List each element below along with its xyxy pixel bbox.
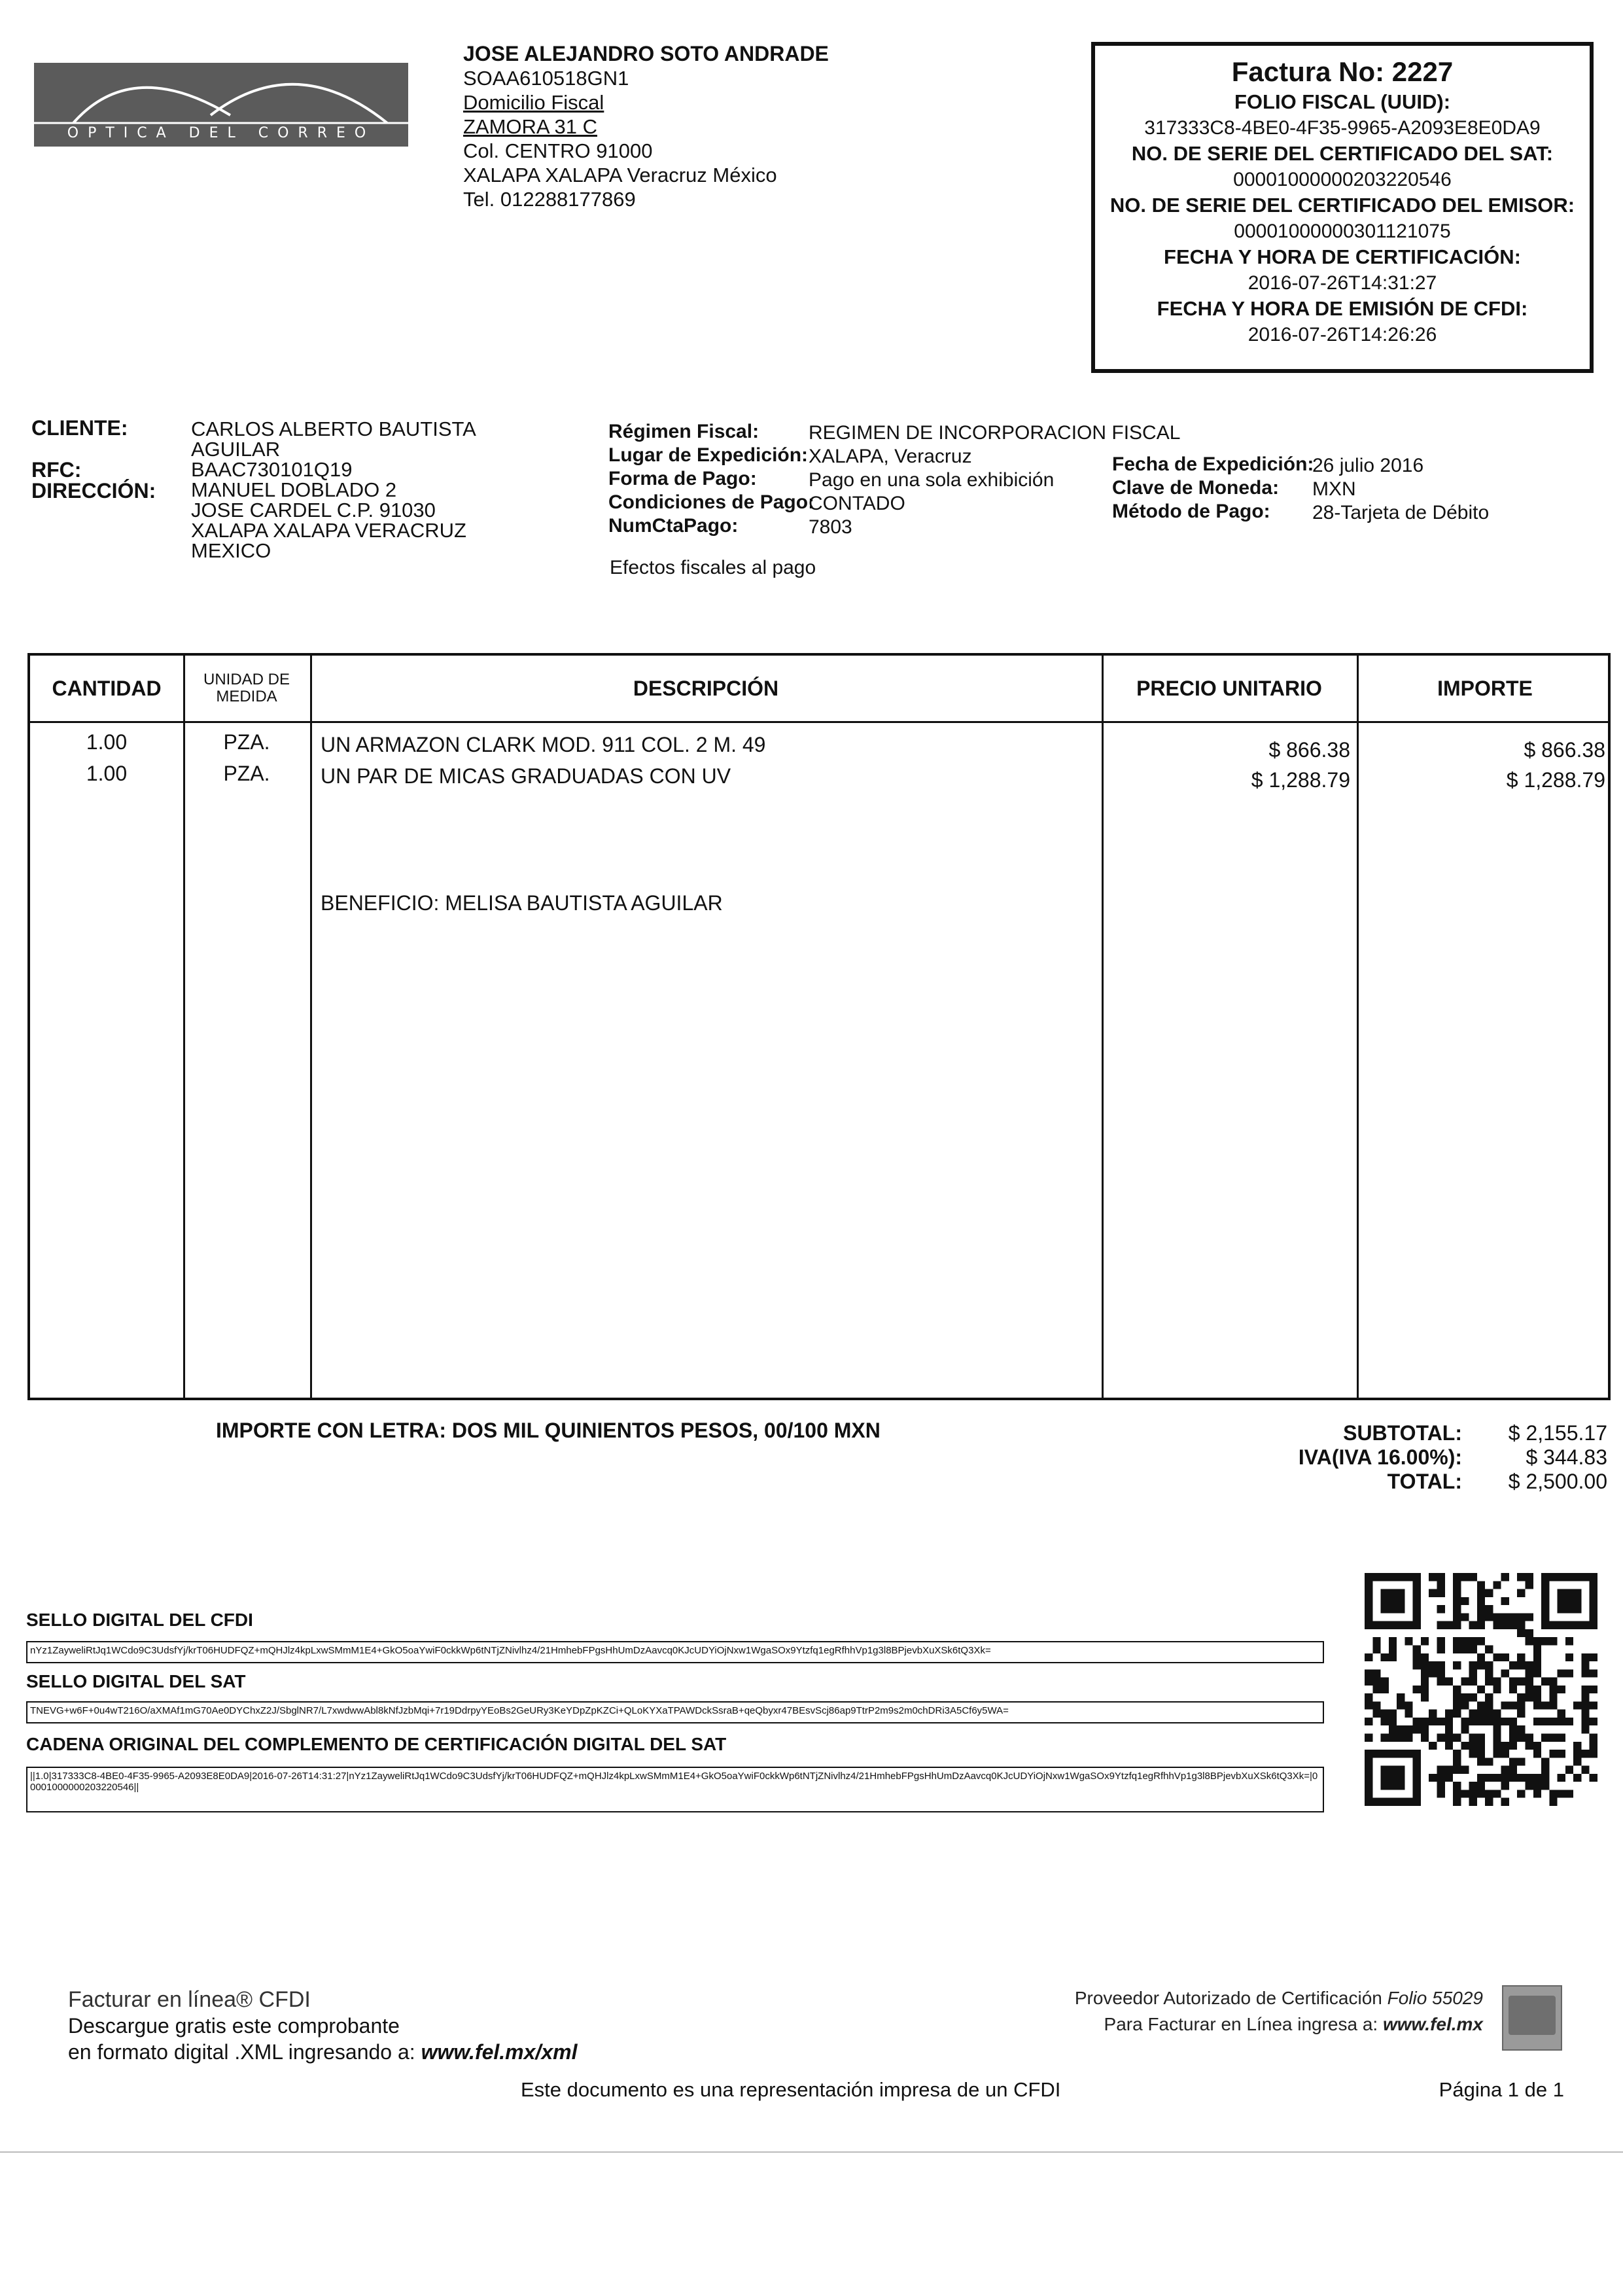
emisor-street: ZAMORA 31 C [463, 115, 597, 138]
serie-sat-label: NO. DE SERIE DEL CERTIFICADO DEL SAT: [1131, 142, 1554, 165]
fiscal-values-right [1312, 454, 1489, 525]
header-descripcion: DESCRIPCIÓN [633, 676, 779, 700]
header-cantidad: CANTIDAD [52, 676, 162, 700]
header-unidad [183, 656, 310, 721]
cadena-original-box: ||1.0|317333C8-4BE0-4F35-9965-A2093E8E0DA9|2016-07-26T14:31:27|nYz1ZayweliRtJq1WCdo9C3UdsfYj/krT06HUDFQZ+mQHJlz4kpLxwSMmM1E4+GkO5oaYwiF0ckkWp6tNTjZNivlhz4/21HmhebFPgsHhUmDzAavcq0KJcUDYiOjNxw1WgaSOx9Ytzfq1egRfhhVp1g3l8BPjevbXuXSk6tQ3Xk=|00001000000203220546|| [26, 1767, 1324, 1812]
cliente-name-line1: CARLOS ALBERTO BAUTISTA [191, 417, 476, 440]
row2-cantidad: 1.00 [86, 762, 128, 785]
forma-value: Pago en una sola exhibición [809, 469, 1055, 491]
cliente-dir-line2: JOSE CARDEL C.P. 91030 [191, 499, 436, 521]
footer-left [68, 1987, 577, 2065]
metodo-value: 28-Tarjeta de Débito [1312, 502, 1490, 523]
efectos-fiscales: Efectos fiscales al pago [610, 557, 816, 578]
footer-proveedor [1075, 1985, 1483, 2011]
header-unidad-line2: MEDIDA [216, 688, 277, 705]
footer-note: Este documento es una representación impresa de un CFDI [521, 2078, 1061, 2101]
beneficio-line: BENEFICIO: MELISA BAUTISTA AGUILAR [321, 891, 723, 915]
serie-emisor-value: 00001000000301121075 [1234, 221, 1451, 242]
footer-download-line1: Descargue gratis este comprobante [68, 2014, 400, 2038]
footer-download-url[interactable]: www.fel.mx/xml [421, 2040, 578, 2064]
row1-importe: $ 866.38 [1524, 738, 1605, 762]
bottom-divider [0, 2151, 1623, 2153]
row2-precio: $ 1,288.79 [1251, 768, 1350, 792]
totals-labels [1299, 1421, 1462, 1494]
emisor-tel: Tel. 012288177869 [463, 188, 636, 211]
numcta-value: 7803 [809, 516, 852, 538]
header-unidad-line1: UNIDAD DE [203, 671, 290, 688]
total-label: TOTAL: [1387, 1470, 1462, 1493]
header-precio: PRECIO UNITARIO [1136, 676, 1322, 700]
sat-seal-icon [1502, 1985, 1562, 2051]
fecha-exp-label: Fecha de Expedición: [1112, 453, 1314, 475]
fecha-exp-value: 26 julio 2016 [1312, 455, 1424, 476]
row2-descripcion: UN PAR DE MICAS GRADUADAS CON UV [321, 764, 731, 788]
moneda-value: MXN [1312, 478, 1356, 500]
emisor-city: XALAPA XALAPA Veracruz México [463, 164, 777, 186]
row2-importe: $ 1,288.79 [1506, 768, 1605, 792]
rfc-label: RFC: [31, 458, 82, 482]
condiciones-value: CONTADO [809, 493, 905, 514]
header-importe: IMPORTE [1437, 676, 1533, 700]
page-number: Página 1 de 1 [1439, 2078, 1564, 2101]
company-logo [34, 63, 408, 147]
footer-proveedor-folio: Folio 55029 [1387, 1988, 1483, 2008]
subtotal-label: SUBTOTAL: [1343, 1421, 1462, 1445]
factura-box [1091, 42, 1594, 373]
footer-download-line2 [68, 2039, 577, 2065]
fecha-cert-label: FECHA Y HORA DE CERTIFICACIÓN: [1164, 245, 1521, 268]
qr-code-icon [1365, 1573, 1597, 1806]
emisor-rfc: SOAA610518GN1 [463, 67, 629, 90]
row2-unidad: PZA. [223, 762, 270, 785]
cliente-label: CLIENTE: [31, 416, 128, 440]
cliente-name-block [191, 419, 476, 561]
footer-proveedor-prefix: Proveedor Autorizado de Certificación [1074, 1988, 1387, 2008]
footer-download-prefix: en formato digital .XML ingresando a: [68, 2040, 421, 2064]
cliente-dir-line1: MANUEL DOBLADO 2 [191, 478, 397, 501]
emisor-name: JOSE ALEJANDRO SOTO ANDRADE [463, 42, 829, 65]
factura-title: Factura No: 2227 [1231, 56, 1454, 87]
footer-facturar-url[interactable]: www.fel.mx [1382, 2014, 1483, 2034]
fecha-emision-value: 2016-07-26T14:26:26 [1248, 324, 1437, 345]
sello-sat-label: SELLO DIGITAL DEL SAT [26, 1671, 246, 1691]
forma-label: Forma de Pago: [608, 468, 757, 489]
conceptos-table [27, 653, 1611, 1400]
cliente-dir-line3: XALAPA XALAPA VERACRUZ [191, 519, 466, 542]
total-value: $ 2,500.00 [1508, 1470, 1607, 1493]
cadena-original-label: CADENA ORIGINAL DEL COMPLEMENTO DE CERTIFICACIÓN DIGITAL DEL SAT [26, 1734, 727, 1754]
row1-precio: $ 866.38 [1268, 738, 1350, 762]
moneda-label: Clave de Moneda: [1112, 477, 1280, 499]
footer-right [1075, 1985, 1483, 2038]
fecha-cert-value: 2016-07-26T14:31:27 [1248, 272, 1437, 294]
cliente-rfc: BAAC730101Q19 [191, 458, 353, 481]
lugar-label: Lugar de Expedición: [608, 444, 809, 466]
logo-text: OPTICA DEL CORREO [67, 125, 375, 141]
regimen-label: Régimen Fiscal: [608, 421, 759, 442]
subtotal-value: $ 2,155.17 [1508, 1421, 1607, 1445]
totals-values [1509, 1421, 1607, 1494]
metodo-label: Método de Pago: [1112, 501, 1270, 522]
iva-label: IVA(IVA 16.00%): [1298, 1445, 1462, 1469]
serie-sat-value: 00001000000203220546 [1233, 169, 1452, 190]
direccion-label: DIRECCIÓN: [31, 479, 156, 503]
importe-letra: IMPORTE CON LETRA: DOS MIL QUINIENTOS PESOS, 00/100 MXN [216, 1419, 881, 1442]
footer-brand: Facturar en línea® CFDI [68, 1987, 311, 2012]
fiscal-labels-right [1112, 453, 1314, 523]
fecha-emision-label: FECHA Y HORA DE EMISIÓN DE CFDI: [1157, 297, 1528, 320]
row1-descripcion: UN ARMAZON CLARK MOD. 911 COL. 2 M. 49 [321, 733, 766, 756]
row1-unidad: PZA. [223, 730, 270, 754]
numcta-label: NumCtaPago: [608, 515, 739, 537]
cliente-dir-line4: MEXICO [191, 539, 271, 562]
condiciones-label: Condiciones de Pago: [608, 491, 815, 513]
row1-cantidad: 1.00 [86, 730, 128, 754]
sello-cfdi-label: SELLO DIGITAL DEL CFDI [26, 1610, 253, 1630]
uuid-value: 317333C8-4BE0-4F35-9965-A2093E8E0DA9 [1144, 117, 1541, 139]
sello-sat-box: TNEVG+w6F+0u4wT216O/aXMAf1mG70Ae0DYChxZ2J/SbglNR7/L7xwdwwAbl8kNfJzbMqi+7r19DdrpyYEoBs2GeURy3KeYDpZpKZCi+QLoKYXaTPAWDckSsraB+qeQbyxr47BEsvScj86ap9TtrP2m9s2m0chDRi3A5Cf6y5WA= [26, 1701, 1324, 1723]
emisor-domicilio-label: Domicilio Fiscal [463, 91, 604, 114]
fiscal-labels [608, 420, 814, 538]
emisor-colonia: Col. CENTRO 91000 [463, 139, 653, 162]
cliente-name-line2: AGUILAR [191, 438, 281, 461]
iva-value: $ 344.83 [1526, 1445, 1607, 1469]
sello-cfdi-box: nYz1ZayweliRtJq1WCdo9C3UdsfYj/krT06HUDFQZ+mQHJlz4kpLxwSMmM1E4+GkO5oaYwiF0ckkWp6tNTjZNivlhz4/21HmhebFPgsHhUmDzAavcq0KJcUDYiOjNxw1WgaSOx9Ytzfq1egRfhhVp1g3l8BPjevbXuXSk6tQ3Xk= [26, 1641, 1324, 1663]
serie-emisor-label: NO. DE SERIE DEL CERTIFICADO DEL EMISOR: [1109, 194, 1575, 217]
footer-facturar [1075, 2011, 1483, 2038]
regimen-value: REGIMEN DE INCORPORACION FISCAL [809, 422, 1181, 444]
uuid-label: FOLIO FISCAL (UUID): [1234, 90, 1451, 113]
footer-facturar-prefix: Para Facturar en Línea ingresa a: [1104, 2014, 1383, 2034]
lugar-value: XALAPA, Veracruz [809, 446, 972, 467]
emisor-block [463, 42, 829, 211]
